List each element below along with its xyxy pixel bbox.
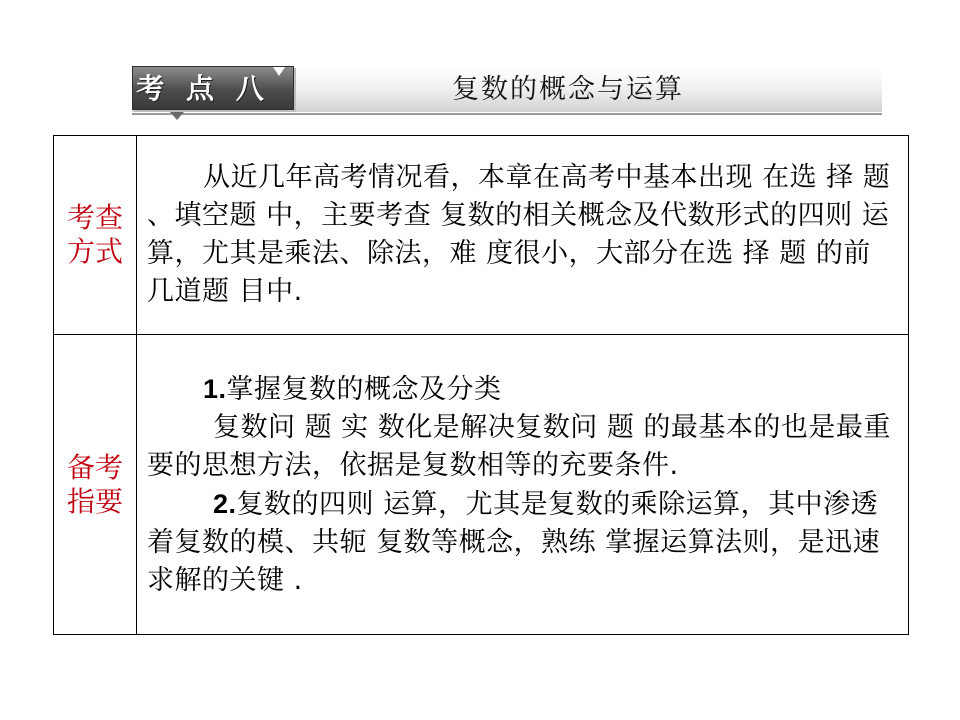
section-title: 复数的概念与运算	[452, 74, 684, 105]
item-title: 掌握复数的概念及分类	[226, 373, 502, 405]
row-label-line: 方式	[66, 235, 123, 268]
row-label-line: 备考	[66, 450, 123, 484]
badge-text: 考 点 八	[136, 72, 270, 105]
content-paragraph: 从近几年高考情况看，本章在高考中基本出现 在选 择 题 、填空题 中，主要考查 复数的相关概念及代数形式的四则 运算，尤其是乘法、除法，难 度很小，大部分在选 择 题 的前几道题 目中.	[147, 162, 891, 307]
row-label	[54, 335, 137, 635]
info-table	[53, 135, 909, 635]
row-label	[54, 136, 137, 335]
row-label-line: 指要	[66, 484, 123, 518]
content-paragraph: 复数问 题 实 数化是解决复数问 题 的最基本的也是最重要的思想方法，依据是复数相等的充要条件.	[147, 411, 891, 481]
table-row-prep-guide	[54, 335, 909, 635]
section-badge	[132, 66, 294, 110]
badge-notch-icon	[273, 67, 285, 76]
header-underline	[132, 113, 882, 115]
badge-tail-icon	[170, 112, 184, 120]
item-number: 2.	[213, 488, 237, 519]
item-number: 1.	[203, 373, 227, 404]
item-body: 复数的四则 运算，尤其是复数的乘除运算，其中渗透着复数的模、共轭 复数等概念，熟练 掌握运算法则，是迅速求解的关键 .	[147, 488, 881, 596]
row-content	[137, 335, 909, 635]
table-row-exam-method	[54, 136, 909, 335]
row-label-line: 考查	[66, 201, 123, 234]
list-item	[147, 485, 896, 600]
section-header	[132, 66, 882, 116]
row-content	[137, 136, 909, 335]
list-item-heading	[147, 370, 896, 409]
